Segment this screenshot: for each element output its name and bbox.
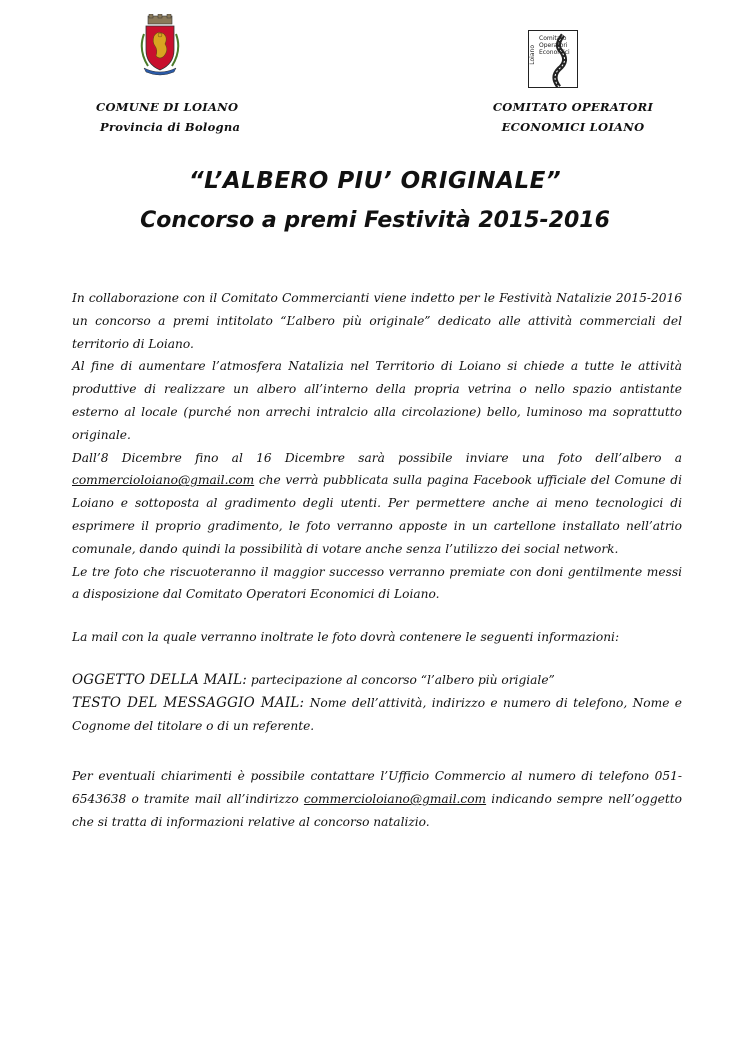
logo-line-2: Operatori	[539, 42, 568, 49]
paragraph-dates	[72, 447, 682, 561]
page-subtitle: Concorso a premi Festività 2015-2016	[140, 208, 610, 233]
paragraph-aim: Al fine di aumentare l’atmosfera Natalizia nel Territorio di Loiano si chiede a tutte le attività produttive di realizzare un albero all’interno della propria vetrina o nello spazio antistante esterno al locale (purché non arrechi intralcio alla circolazione) bello, luminoso ma soprattutto originale.	[72, 359, 682, 442]
mail-subject-text: partecipazione al concorso “l’albero più origiale”	[250, 672, 555, 687]
document-body	[72, 287, 682, 834]
header-right	[488, 97, 658, 137]
paragraph-mail-body	[72, 692, 682, 738]
paragraph-dates-text-a: Dall’8 Dicembre fino al 16 Dicembre sarà possibile inviare una foto dell’albero a	[72, 450, 682, 465]
logo-line-1: Comitato	[539, 35, 567, 42]
page-title: “L’ALBERO PIU’ ORIGINALE”	[188, 168, 562, 194]
paragraph-mail-subject	[72, 669, 682, 692]
paragraph-contacts-text-a: Per eventuali chiarimenti è possibile contattare l’Ufficio Commercio al numero di telefono 051-6543638 o tramite mail all’indirizzo	[72, 769, 682, 807]
committee-name-line-1: COMITATO OPERATORI	[492, 100, 654, 114]
logo-text	[539, 35, 570, 56]
paragraph-intro: In collaborazione con il Comitato Commercianti viene indetto per le Festività Natalizie 2015-2016 un concorso a premi intitolato “L’albero più originale” dedicato alle attività commerciali del territorio di Loiano.	[72, 291, 682, 351]
paragraph-prizes: Le tre foto che riscuoteranno il maggior successo verranno premiate con doni gentilmente messi a disposizione dal Comitato Operatori Economici di Loiano.	[72, 564, 682, 602]
committee-name-line-2: ECONOMICI LOIANO	[501, 120, 645, 134]
paragraph-contacts	[72, 765, 682, 833]
mail-body-label: TESTO DEL MESSAGGIO MAIL:	[72, 694, 305, 711]
header-left	[96, 97, 240, 137]
committee-logo	[528, 30, 578, 88]
email-link[interactable]: commercioloiano@gmail.com	[72, 473, 255, 488]
paragraph-mail-info: La mail con la quale verranno inoltrate le foto dovrà contenere le seguenti informazioni:	[72, 630, 620, 645]
paragraph-dates-text-b: che verrà pubblicata sulla pagina Facebook ufficiale del Comune di Loiano e sottoposta al gradimento degli utenti. Per permettere anche ai meno tecnologici di esprimere il proprio gradimento, le foto verranno apposte in un cartellone installato nell’atrio comunale, dando quindi la possibilità di votare anche senza l’utilizzo dei social network.	[72, 473, 682, 556]
contact-email-link[interactable]: commercioloiano@gmail.com	[303, 792, 487, 807]
mail-subject-label: OGGETTO DELLA MAIL:	[72, 671, 247, 688]
logo-side-text: Loiano	[529, 45, 536, 65]
paragraph-contacts-text-b: indicando sempre nell’oggetto che si tratta di informazioni relative al concorso natalizio.	[72, 792, 683, 829]
municipality-name: COMUNE DI LOIANO	[96, 100, 239, 114]
mail-body-text: Nome dell’attività, indirizzo e numero di telefono, Nome e Cognome del titolare o di un referente.	[72, 695, 683, 733]
coat-of-arms-icon	[138, 14, 182, 76]
logo-line-3: Economici	[539, 49, 570, 56]
province-name: Provincia di Bologna	[100, 120, 241, 134]
